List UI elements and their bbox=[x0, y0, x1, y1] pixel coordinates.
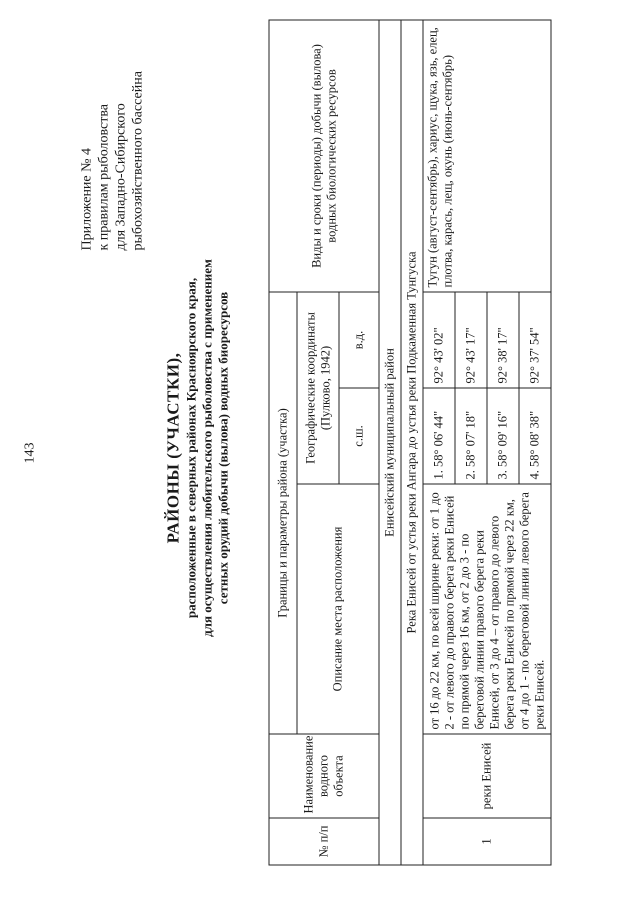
title-line: для осуществления любительского рыболовства с применением bbox=[199, 258, 214, 637]
point-longitude: 92° 37' 54" bbox=[519, 292, 551, 388]
appendix-line: Приложение № 4 bbox=[79, 147, 94, 250]
header-num: № п/п bbox=[269, 818, 379, 865]
header-species-periods: Виды и сроки (периоды) добычи (вылова) водных биологических ресурсов bbox=[269, 20, 379, 292]
point-latitude: 3. 58° 09' 16" bbox=[487, 388, 519, 484]
title-line: сетных орудий добычи (вылова) водных биоресурсов bbox=[215, 291, 230, 604]
row-num: 1 bbox=[423, 818, 551, 865]
appendix-note bbox=[78, 71, 146, 250]
header-water-body: Наименование водного объекта bbox=[269, 734, 379, 818]
title-line: расположенные в северных районах Красноярского края, bbox=[183, 277, 198, 618]
title-main: РАЙОНЫ (УЧАСТКИ), bbox=[163, 352, 182, 543]
row-water-body: реки Енисей bbox=[423, 734, 551, 818]
point-latitude: 4. 58° 08' 38" bbox=[519, 388, 551, 484]
row-species-periods: Тугун (август-сентябрь), хариус, щука, язь, елец, плотва, карась, лещ, окунь (июнь-сентябрь) bbox=[423, 20, 551, 292]
document-title bbox=[162, 130, 231, 765]
point-latitude: 2. 58° 07' 18" bbox=[455, 388, 487, 484]
header-location-description: Описание места расположения bbox=[297, 484, 379, 734]
subsection-title: Река Енисей от устья реки Ангара до устья реки Подкаменная Тунгуска bbox=[401, 20, 423, 865]
page-number: 143 bbox=[22, 442, 37, 463]
section-title: Енисейский муниципальный район bbox=[379, 20, 401, 865]
point-longitude: 92° 43' 17" bbox=[455, 292, 487, 388]
table-row bbox=[423, 20, 455, 865]
header-longitude: в.д. bbox=[339, 292, 379, 388]
point-latitude: 1. 58° 06' 44" bbox=[423, 388, 455, 484]
header-latitude: с.ш. bbox=[339, 388, 379, 484]
appendix-line: для Западно-Сибирского bbox=[113, 102, 128, 250]
point-longitude: 92° 43' 02" bbox=[423, 292, 455, 388]
appendix-line: к правилам рыболовства bbox=[96, 103, 111, 250]
header-coordinates: Географические координаты (Пулково, 1942) bbox=[297, 292, 339, 484]
row-location-description: от 16 до 22 км, по всей ширине реки: от 1 до 2 - от левого до правого берега реки Енисей по прямой через 16 км, от 2 до 3 - по береговой линии правого берега реки Енисей, от 3 до 4 – от правого до левого берега реки Енисей по прямой через 22 км, от 4 до 1 - по береговой линии левого берега реки Енисей. bbox=[423, 484, 551, 734]
header-boundaries: Границы и параметры района (участка) bbox=[269, 292, 297, 734]
point-longitude: 92° 38' 17" bbox=[487, 292, 519, 388]
appendix-line: рыбохозяйственного бассейна bbox=[130, 70, 145, 250]
regions-table bbox=[268, 19, 551, 865]
